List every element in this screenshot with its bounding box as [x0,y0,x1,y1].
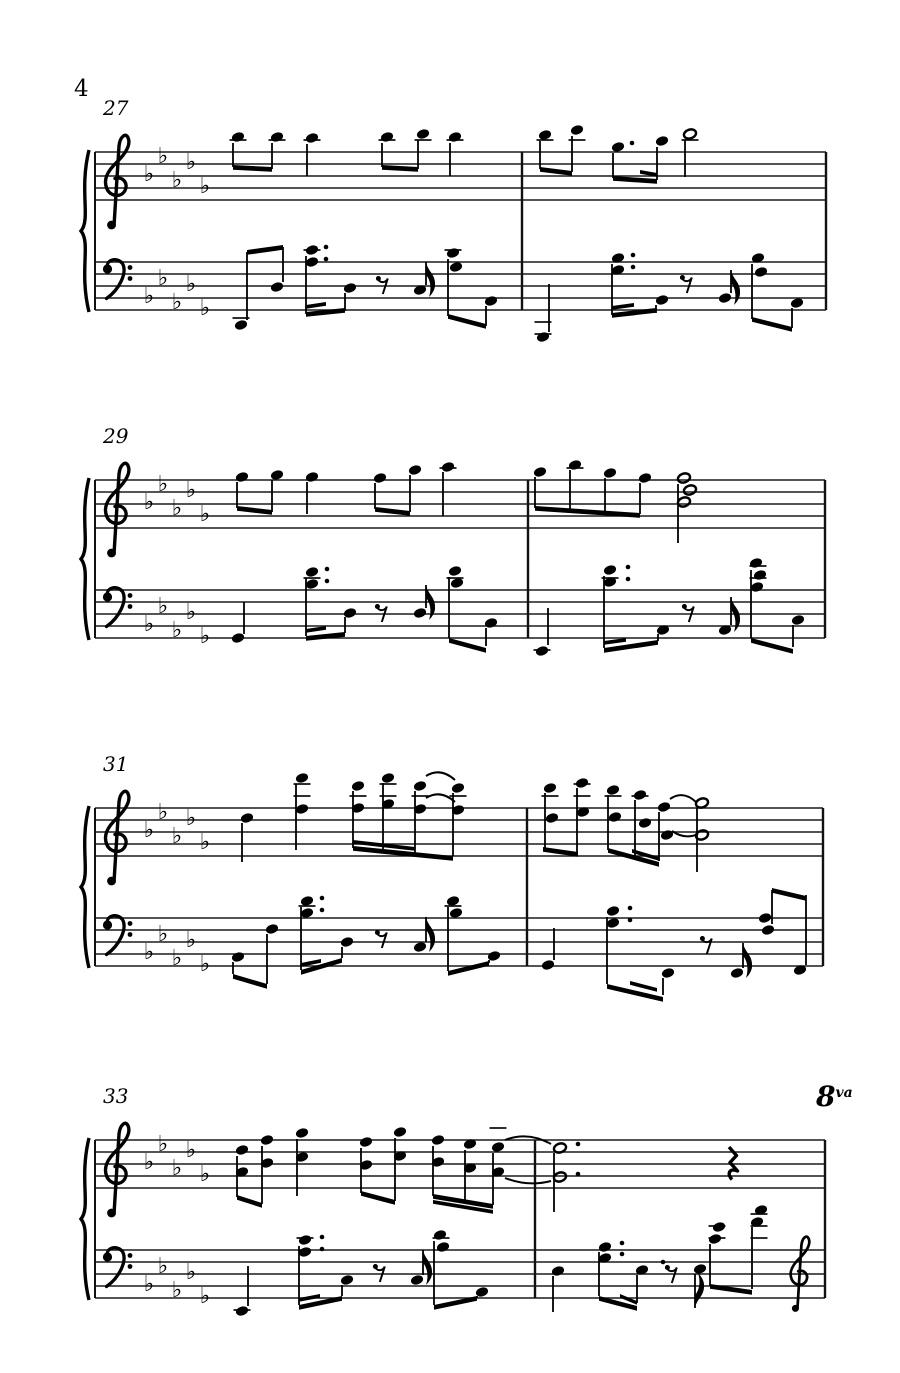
system-brace-icon [81,1138,89,1300]
tie-icon [670,795,696,802]
flat-icon: ♭ [185,806,197,831]
flat-icon: ♭ [171,168,183,193]
flat-icon: ♭ [185,1138,197,1163]
flat-icon: ♭ [199,624,211,649]
flat-icon: ♭ [199,174,211,199]
treble-clef-icon [105,1123,128,1217]
eighth-rest-icon [373,1264,385,1282]
eighth-flag-icon [426,262,435,297]
flat-icon: ♭ [157,922,169,947]
eighth-rest-icon [682,604,694,622]
eighth-flag-icon [426,917,435,952]
treble-clef-icon [105,791,128,885]
eighth-rest-icon [376,276,388,294]
flat-icon: ♭ [185,600,197,625]
flat-icon: ♭ [143,818,155,843]
eighth-rest-icon [700,936,712,954]
measure-number-label: 33 [103,1084,129,1108]
system-brace-icon [81,150,89,312]
flat-icon: ♭ [199,830,211,855]
eighth-flag-icon [695,1273,704,1308]
flat-icon: ♭ [157,594,169,619]
flat-icon: ♭ [171,1156,183,1181]
eighth-rest-icon [375,604,387,622]
grand-staff-system-29 [81,424,825,657]
flat-icon: ♭ [157,800,169,825]
flat-icon: ♭ [185,1260,197,1285]
flat-icon: ♭ [143,940,155,965]
flat-icon: ♭ [157,144,169,169]
measure-number-label: 29 [103,424,129,448]
grand-staff-system-27 [81,96,826,343]
octave-suffix: va [835,1085,853,1101]
flat-icon: ♭ [143,490,155,515]
grand-staff-system-31 [81,752,823,1002]
treble-clef-icon [105,463,128,557]
bass-clef-icon [103,1248,132,1287]
flat-icon: ♭ [143,1272,155,1297]
measure-number-label: 31 [103,752,129,776]
flat-icon: ♭ [199,1284,211,1309]
flat-icon: ♭ [171,290,183,315]
treble-clef-icon [105,135,128,229]
eighth-flag-icon [423,1250,432,1285]
flat-icon: ♭ [199,296,211,321]
tie-icon [505,1178,551,1183]
bass-clef-icon [103,588,132,627]
system-brace-icon [81,806,89,968]
flat-icon: ♭ [143,1150,155,1175]
flat-icon: ♭ [157,472,169,497]
flat-icon: ♭ [143,284,155,309]
octave-number: 8 [816,1080,836,1113]
eighth-rest-icon [680,275,692,293]
flat-icon: ♭ [171,946,183,971]
flat-icon: ♭ [157,266,169,291]
flat-icon: ♭ [143,162,155,187]
bass-clef-icon [103,916,132,955]
flat-icon: ♭ [185,478,197,503]
flat-icon: ♭ [171,496,183,521]
flat-icon: ♭ [199,502,211,527]
flat-icon: ♭ [157,1132,169,1157]
system-brace-icon [81,478,89,640]
bass-clef-icon [103,260,132,299]
eighth-flag-icon [743,943,752,978]
flat-icon: ♭ [199,1162,211,1187]
flat-icon: ♭ [199,952,211,977]
flat-icon: ♭ [185,928,197,953]
tie-icon [426,772,455,780]
measure-number-label: 27 [103,96,129,120]
page-number: 4 [74,76,89,102]
grand-staff-system-33 [81,1084,825,1317]
eighth-flag-icon [731,270,740,305]
flat-icon: ♭ [143,612,155,637]
flat-icon: ♭ [171,618,183,643]
flat-icon: ♭ [185,150,197,175]
eighth-rest-icon [375,930,387,948]
flat-icon: ♭ [171,1278,183,1303]
flat-icon: ♭ [157,1254,169,1279]
flat-icon: ♭ [185,272,197,297]
flat-icon: ♭ [171,824,183,849]
